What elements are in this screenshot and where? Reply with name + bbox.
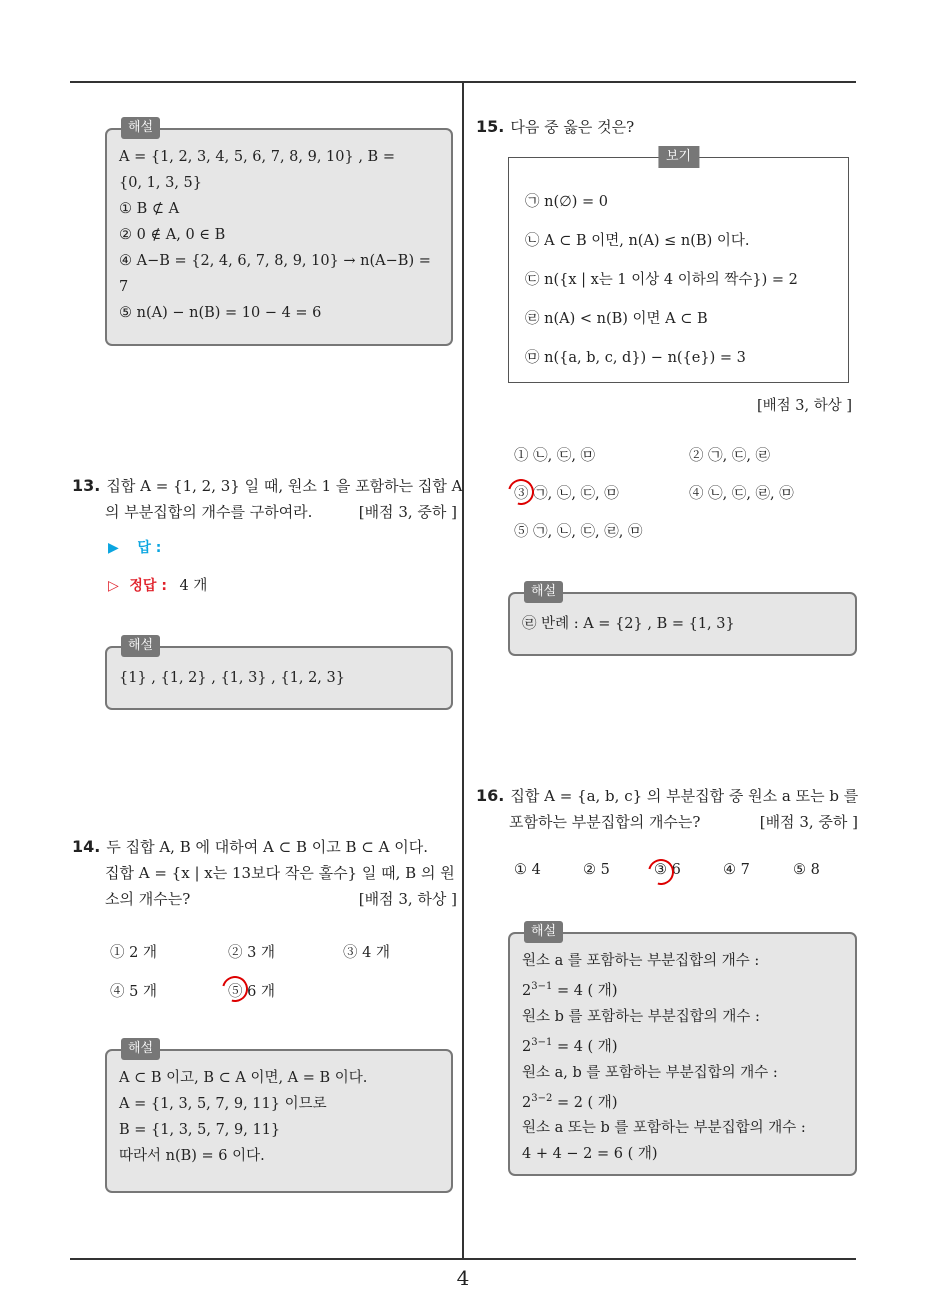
q15-score: [배점 3, 하상 ] <box>756 398 852 414</box>
bogi-item: ㉤ n({a, b, c, d}) − n({e}) = 3 <box>525 350 746 366</box>
q12-sol-line: ④ A−B = {2, 4, 6, 7, 8, 9, 10} → n(A−B) = <box>119 253 431 269</box>
bottom-rule <box>70 1258 856 1260</box>
q16-sol-line: 원소 a 를 포함하는 부분집합의 개수 : <box>522 953 760 969</box>
bogi-item: ㉣ n(A) < n(B) 이면 A ⊂ B <box>525 311 708 327</box>
solution-tag: 해설 <box>524 581 563 603</box>
q15-option-2[interactable]: ② ㉠, ㉢, ㉣ <box>689 448 771 464</box>
q16-stem-line2: 포함하는 부분집합의 개수는? <box>509 813 701 831</box>
correct-arrow-icon: ▷ <box>108 578 119 594</box>
q14-sol-line: A ⊂ B 이고, B ⊂ A 이면, A = B 이다. <box>119 1070 368 1086</box>
correct-value: 4 개 <box>179 578 208 594</box>
q14-score: [배점 3, 하상 ] <box>358 890 457 908</box>
q14-option-4[interactable]: ④ 5 개 <box>110 984 157 1000</box>
column-divider <box>462 83 464 1259</box>
solution-tag: 해설 <box>121 117 160 139</box>
q14-sol-line: 따라서 n(B) = 6 이다. <box>119 1148 265 1164</box>
q12-sol-line: ② 0 ∉ A, 0 ∈ B <box>119 227 226 243</box>
q15-option-5[interactable]: ⑤ ㉠, ㉡, ㉢, ㉣, ㉤ <box>514 524 643 540</box>
q12-solution-box <box>105 120 453 346</box>
q16-option-3[interactable]: ③ 6 <box>654 862 681 878</box>
q13-stem-line1: 집합 A = {1, 2, 3} 일 때, 원소 1 을 포함하는 집합 A <box>106 477 463 495</box>
q15-option-4[interactable]: ④ ㉡, ㉢, ㉣, ㉤ <box>689 486 794 502</box>
q12-sol-line: {0, 1, 3, 5} <box>119 175 203 191</box>
solution-tag: 해설 <box>121 1038 160 1060</box>
bogi-tag: 보기 <box>658 146 699 168</box>
q15-stem: 다음 중 옳은 것은? <box>510 118 635 136</box>
question-13 <box>72 473 463 525</box>
q16-solution-box <box>508 924 857 1176</box>
q14-sol-line: A = {1, 3, 5, 7, 9, 11} 이므로 <box>119 1096 327 1112</box>
question-number: 15. <box>476 117 505 136</box>
q16-sol-line: 원소 a, b 를 포함하는 부분집합의 개수 : <box>522 1064 778 1081</box>
question-14 <box>72 834 457 912</box>
q15-solution-box <box>508 584 857 656</box>
question-16 <box>476 783 858 835</box>
q16-sol-line: $2^{3-1} = 4$ ( 개) <box>522 1036 618 1055</box>
answer-mark-circle <box>503 474 539 510</box>
bogi-item: ㉡ A ⊂ B 이면, n(A) ≤ n(B) 이다. <box>525 233 750 249</box>
q12-sol-line: ① B ⊄ A <box>119 201 180 217</box>
answer-mark-circle <box>643 854 679 890</box>
q14-option-1[interactable]: ① 2 개 <box>110 945 157 961</box>
q15-option-3[interactable]: ③ ㉠, ㉡, ㉢, ㉤ <box>514 486 619 502</box>
q14-stem-line1: 두 집합 A, B 에 대하여 A ⊂ B 이고 B ⊂ A 이다. <box>106 838 428 856</box>
q14-option-5[interactable]: ⑤ 6 개 <box>228 984 275 1000</box>
answer-label: 답 : <box>137 540 162 556</box>
q16-option-4[interactable]: ④ 7 <box>723 862 750 878</box>
q16-option-5[interactable]: ⑤ 8 <box>793 862 820 878</box>
q15-bogi-box <box>508 149 849 383</box>
q16-sol-line: $2^{3-1} = 4$ ( 개) <box>522 981 618 999</box>
q13-stem-line2: 의 부분집합의 개수를 구하여라. <box>105 503 313 521</box>
answer-mark-circle <box>217 971 253 1007</box>
q13-sol-line: {1} , {1, 2} , {1, 3} , {1, 2, 3} <box>119 670 345 686</box>
q13-score: [배점 3, 중하 ] <box>358 503 457 521</box>
q13-answer-row <box>108 537 161 557</box>
question-15 <box>476 114 856 140</box>
q15-sol-line: ㉣ 반례 : A = {2} , B = {1, 3} <box>522 616 735 632</box>
q16-score: [배점 3, 중하 ] <box>759 813 858 831</box>
q16-sol-line: 원소 a 또는 b 를 포함하는 부분집합의 개수 : <box>522 1120 806 1137</box>
solution-tag: 해설 <box>524 921 563 943</box>
q16-option-2[interactable]: ② 5 <box>583 862 610 878</box>
q16-stem-line1: 집합 A = {a, b, c} 의 부분집합 중 원소 a 또는 b 를 <box>510 787 859 805</box>
question-number: 14. <box>72 837 101 856</box>
q16-sol-line: 원소 b 를 포함하는 부분집합의 개수 : <box>522 1008 760 1025</box>
q14-stem-line3: 소의 개수는? <box>105 890 191 908</box>
page-number: 4 <box>456 1266 470 1290</box>
answer-arrow-icon: ▶ <box>108 540 119 556</box>
bogi-item: ㉢ n({x | x는 1 이상 4 이하의 짝수}) = 2 <box>525 272 798 288</box>
q12-sol-line: ⑤ n(A) − n(B) = 10 − 4 = 6 <box>119 305 322 321</box>
q16-sol-line: $2^{3-2} = 2$ ( 개) <box>522 1092 618 1111</box>
question-number: 13. <box>72 476 101 495</box>
q13-solution-box <box>105 638 453 710</box>
correct-label: 정답 : <box>129 578 167 594</box>
q13-correct-row <box>108 574 207 595</box>
bogi-item: ㉠ n(∅) = 0 <box>525 194 608 210</box>
q14-solution-box <box>105 1041 453 1193</box>
q16-option-1[interactable]: ① 4 <box>514 862 541 878</box>
q14-option-3[interactable]: ③ 4 개 <box>343 945 390 961</box>
q14-option-2[interactable]: ② 3 개 <box>228 945 275 961</box>
q12-sol-line: 7 <box>119 279 129 295</box>
q12-sol-line: A = {1, 2, 3, 4, 5, 6, 7, 8, 9, 10} , B = <box>119 149 395 165</box>
q16-sol-line: 4 + 4 − 2 = 6 ( 개) <box>522 1146 658 1163</box>
solution-tag: 해설 <box>121 635 160 657</box>
q15-option-1[interactable]: ① ㉡, ㉢, ㉤ <box>514 448 596 464</box>
q14-sol-line: B = {1, 3, 5, 7, 9, 11} <box>119 1122 281 1138</box>
q14-stem-line2: 집합 A = {x | x는 13보다 작은 홀수} 일 때, B 의 원 <box>105 864 455 882</box>
question-number: 16. <box>476 786 505 805</box>
